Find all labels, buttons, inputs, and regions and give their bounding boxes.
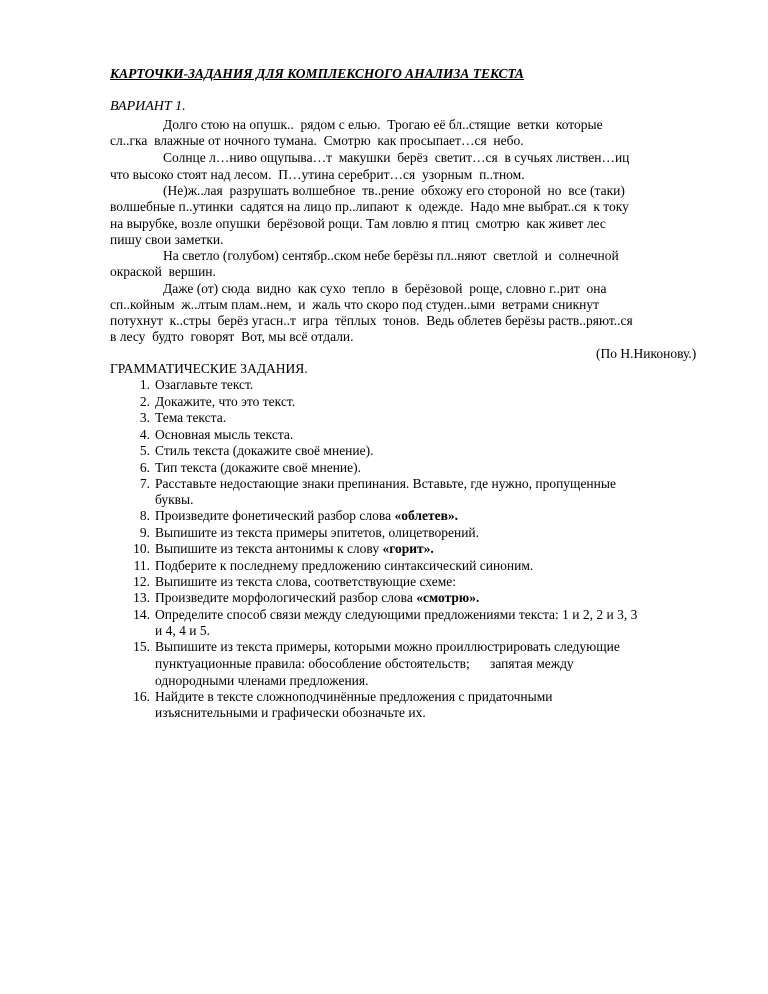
task-text-wrap bbox=[155, 541, 434, 557]
worksheet-title: КАРТОЧКИ-ЗАДАНИЯ ДЛЯ КОМПЛЕКСНОГО АНАЛИЗА ТЕКСТА bbox=[110, 66, 524, 81]
task-keyword: «горит». bbox=[382, 541, 434, 556]
section-heading: ГРАММАТИЧЕСКИЕ ЗАДАНИЯ. bbox=[110, 361, 308, 376]
passage-line: потухнут к..стры берёз угасн..т игра тёплых тонов. Ведь облетев берёзы раств..ряют..ся bbox=[110, 313, 633, 328]
task-number: 6. bbox=[139, 460, 150, 475]
author-attribution: (По Н.Никонову.) bbox=[596, 346, 697, 361]
task-number: 10. bbox=[133, 541, 150, 556]
task-text-cont: пунктуационные правила: обособление обстоятельств; запятая между bbox=[155, 656, 574, 671]
task-keyword: «смотрю». bbox=[416, 590, 480, 605]
passage-line: На светло (голубом) сентябр..ском небе берёзы пл..няют светлой и солнечной bbox=[163, 248, 619, 263]
task-number: 1. bbox=[139, 377, 150, 392]
task-number: 9. bbox=[139, 525, 150, 540]
passage-line: на вырубке, возле опушки берёзовой рощи. Там ловлю я птиц смотрю как живет лес bbox=[110, 216, 606, 231]
task-text-cont: изъяснительными и графически обозначьте их. bbox=[155, 705, 426, 720]
task-number: 8. bbox=[139, 508, 150, 523]
passage-line: что высоко стоят над лесом. П…утина серебрит…ся узорным п..тном. bbox=[110, 167, 525, 182]
task-text: Выпишите из текста слова, соответствующие схеме: bbox=[155, 574, 456, 589]
task-text: Тема текста. bbox=[155, 410, 227, 425]
passage-line: Даже (от) сюда видно как сухо тепло в берёзовой роще, словно г..рит она bbox=[163, 281, 607, 296]
task-text: Подберите к последнему предложению синтаксический синоним. bbox=[155, 558, 534, 573]
task-text: Выпишите из текста антонимы к слову bbox=[155, 541, 383, 556]
task-text-wrap bbox=[155, 508, 458, 524]
task-number: 7. bbox=[139, 476, 150, 491]
passage-line: в лесу будто говорят Вот, мы всё отдали. bbox=[110, 329, 354, 344]
task-keyword: «облетев». bbox=[394, 508, 458, 523]
task-text: Расставьте недостающие знаки препинания. Вставьте, где нужно, пропущенные bbox=[155, 476, 616, 491]
passage-line: волшебные п..утинки садятся на лицо пр..липают к одежде. Надо мне выбрат..ся к току bbox=[110, 199, 629, 214]
passage-line: сл..гка влажные от ночного тумана. Смотрю как просыпает…ся небо. bbox=[110, 133, 524, 148]
passage-line: сп..койным ж..лтым плам..нем, и жаль что скоро под студен..ыми ветрами сникнут bbox=[110, 297, 600, 312]
task-number: 2. bbox=[139, 394, 150, 409]
task-text: Стиль текста (докажите своё мнение). bbox=[155, 443, 374, 458]
task-text-wrap bbox=[155, 590, 479, 606]
task-text-cont: буквы. bbox=[155, 492, 194, 507]
passage-line: пишу свои заметки. bbox=[110, 232, 224, 247]
task-text: Основная мысль текста. bbox=[155, 427, 294, 442]
variant-label: ВАРИАНТ 1. bbox=[110, 99, 186, 114]
passage-line: Долго стою на опушк.. рядом с елью. Трогаю её бл..стящие ветки которые bbox=[163, 117, 603, 132]
task-number: 11. bbox=[133, 558, 150, 573]
task-text: Произведите морфологический разбор слова bbox=[155, 590, 417, 605]
task-number: 5. bbox=[139, 443, 150, 458]
task-text: Произведите фонетический разбор слова bbox=[155, 508, 395, 523]
task-number: 4. bbox=[139, 427, 150, 442]
task-number: 12. bbox=[133, 574, 150, 589]
task-number: 3. bbox=[139, 410, 150, 425]
passage-line: (Не)ж..лая разрушать волшебное тв..рение обхожу его стороной но все (таки) bbox=[163, 183, 625, 198]
task-text: Определите способ связи между следующими предложениями текста: 1 и 2, 2 и 3, 3 bbox=[155, 607, 638, 622]
task-text: Найдите в тексте сложноподчинённые предложения с придаточными bbox=[155, 689, 553, 704]
task-text: Выпишите из текста примеры, которыми можно проиллюстрировать следующие bbox=[155, 639, 620, 654]
task-number: 13. bbox=[133, 590, 150, 605]
task-text-cont: однородными членами предложения. bbox=[155, 673, 369, 688]
passage-line: окраской вершин. bbox=[110, 264, 216, 279]
task-number: 14. bbox=[133, 607, 150, 622]
task-number: 16. bbox=[133, 689, 150, 704]
task-text: Выпишите из текста примеры эпитетов, олицетворений. bbox=[155, 525, 480, 540]
task-text: Озаглавьте текст. bbox=[155, 377, 254, 392]
task-number: 15. bbox=[133, 639, 150, 654]
task-text-cont: и 4, 4 и 5. bbox=[155, 623, 210, 638]
task-text: Докажите, что это текст. bbox=[155, 394, 296, 409]
passage-line: Солнце л…ниво ощупыва…т макушки берёз светит…ся в сучьях листвен…иц bbox=[163, 150, 630, 165]
task-text: Тип текста (докажите своё мнение). bbox=[155, 460, 362, 475]
